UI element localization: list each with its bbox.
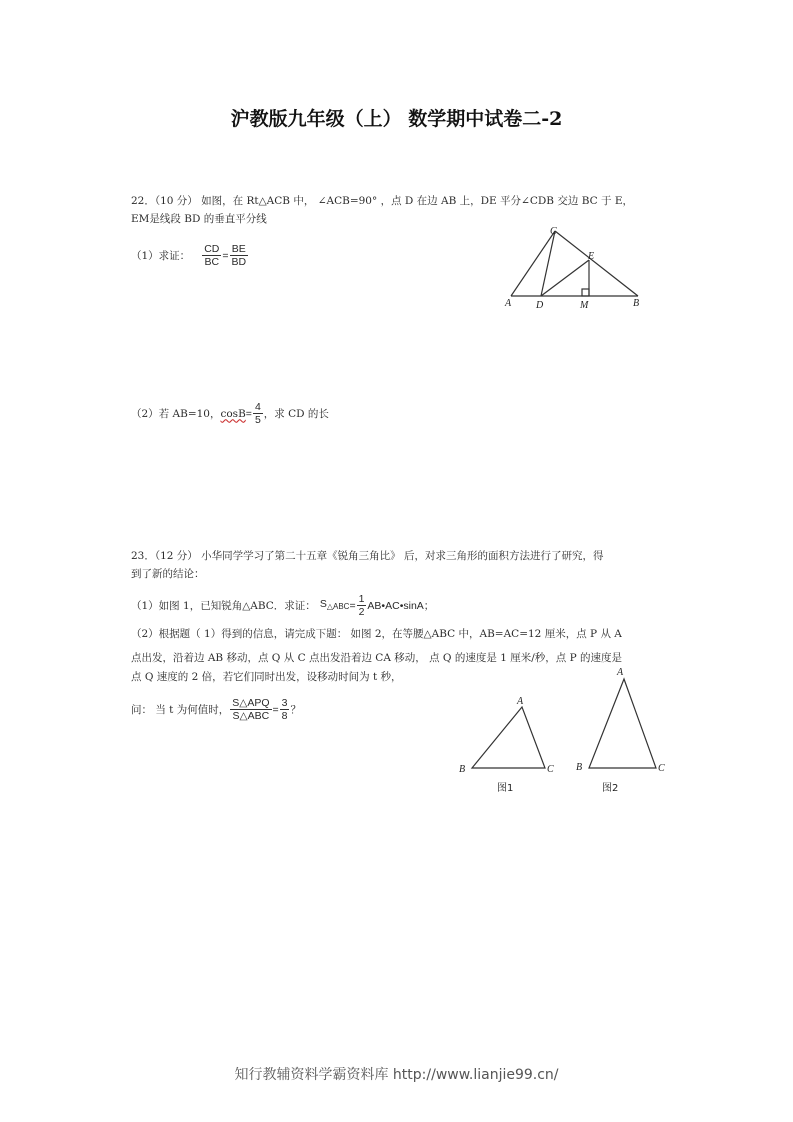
q22-frac-cd-bc xyxy=(202,243,221,268)
frac-denominator: BD xyxy=(231,256,247,268)
frac-denominator: S△ABC xyxy=(232,710,270,722)
area-symbol xyxy=(320,597,350,614)
label-B: B xyxy=(633,298,640,309)
fig2-label-A: A xyxy=(617,667,624,678)
q22-frac-4-5 xyxy=(253,401,263,426)
fig2-label-B: B xyxy=(576,762,583,773)
q23-part1 xyxy=(131,593,434,618)
q23-ask-prefix: 问： 当 t 为何值时， xyxy=(131,703,230,716)
footer-text: 知行教辅资料学霸资料库 http://www.lianjie99.cn/ xyxy=(234,1067,559,1083)
frac-denominator: 8 xyxy=(281,710,288,722)
q22-part2-suffix: ，求 CD 的长 xyxy=(263,407,329,420)
s-subscript: △ABC xyxy=(326,602,350,611)
q22-part1-label: （1）求证： xyxy=(131,249,191,262)
q23-figure-2 xyxy=(572,662,672,800)
s-letter: S xyxy=(319,598,327,610)
label-D: D xyxy=(536,300,544,311)
q23-line2: 到了新的结论： xyxy=(131,568,205,580)
q22-part2 xyxy=(131,401,329,426)
frac-denominator: 2 xyxy=(358,606,365,618)
fig1-label-A: A xyxy=(517,696,524,707)
q23-part2-line1: （2）根据题（ 1）得到的信息，请完成下题： 如图 2，在等腰△ABC 中，AB=AC=12 厘米，点 P 从 A xyxy=(131,628,622,640)
q22-line1: 22．（10 分） 如图，在 Rt△ACB 中， ∠ACB=90° ，点 D 在边 AB 上，DE 平分∠CDB 交边 BC 于 E， xyxy=(131,195,633,207)
q22-figure xyxy=(498,222,648,314)
q23-part2-line2: 点出发，沿着边 AB 移动，点 Q 从 C 点出发沿着边 CA 移动， 点 Q 的速度是 1 厘米/秒，点 P 的速度是 xyxy=(131,652,623,664)
equals-sign: = xyxy=(349,599,356,612)
frac-numerator: 4 xyxy=(254,401,261,413)
q22-part2-prefix: （2）若 AB=10， xyxy=(131,407,221,420)
q23-part2-line3: 点 Q 速度的 2 倍，若它们同时出发，设移动时间为 t 秒， xyxy=(131,671,402,683)
fig1-label-C: C xyxy=(547,764,554,775)
q22-cosb: cosB xyxy=(220,407,246,420)
frac-numerator: S△APQ xyxy=(232,697,270,709)
q23-part1-prefix: （1）如图 1，已知锐角△ABC．求证： xyxy=(131,599,316,612)
label-C: C xyxy=(550,226,557,237)
equals-sign: = xyxy=(272,703,279,716)
equals-sign: = xyxy=(245,407,252,420)
frac-numerator: 1 xyxy=(358,593,365,605)
frac-denominator: BC xyxy=(204,256,220,268)
frac-denominator: 5 xyxy=(254,414,261,426)
frac-numerator: 3 xyxy=(281,697,288,709)
q22-part1 xyxy=(131,243,249,268)
frac-numerator: CD xyxy=(204,243,220,255)
label-M: M xyxy=(580,300,589,311)
fig1-label-B: B xyxy=(459,764,466,775)
q22-line2: EM是线段 BD 的垂直平分线 xyxy=(131,213,267,225)
q23-frac-3-8 xyxy=(280,697,290,722)
fig2-label-C: C xyxy=(658,763,665,774)
label-A: A xyxy=(505,298,512,309)
page-title: 沪教版九年级（上） 数学期中试卷二-2 xyxy=(230,108,563,130)
q23-frac-area-ratio xyxy=(230,697,271,722)
q23-part1-rest: AB•AC•sinA； xyxy=(367,599,435,612)
q23-ask-suffix: ？ xyxy=(290,703,301,716)
q23-figure-1 xyxy=(455,690,565,800)
q23-question xyxy=(131,697,301,722)
fig1-caption: 图1 xyxy=(497,783,514,794)
frac-numerator: BE xyxy=(231,243,246,255)
q23-frac-1-2 xyxy=(357,593,367,618)
q22-frac-be-bd xyxy=(230,243,249,268)
label-E: E xyxy=(588,251,595,262)
fig2-caption: 图2 xyxy=(602,783,619,794)
equals-sign: = xyxy=(222,249,229,262)
q23-line1: 23．（12 分） 小华同学学习了第二十五章《锐角三角比》 后，对求三角形的面积方法进行了研究，得 xyxy=(131,550,604,562)
